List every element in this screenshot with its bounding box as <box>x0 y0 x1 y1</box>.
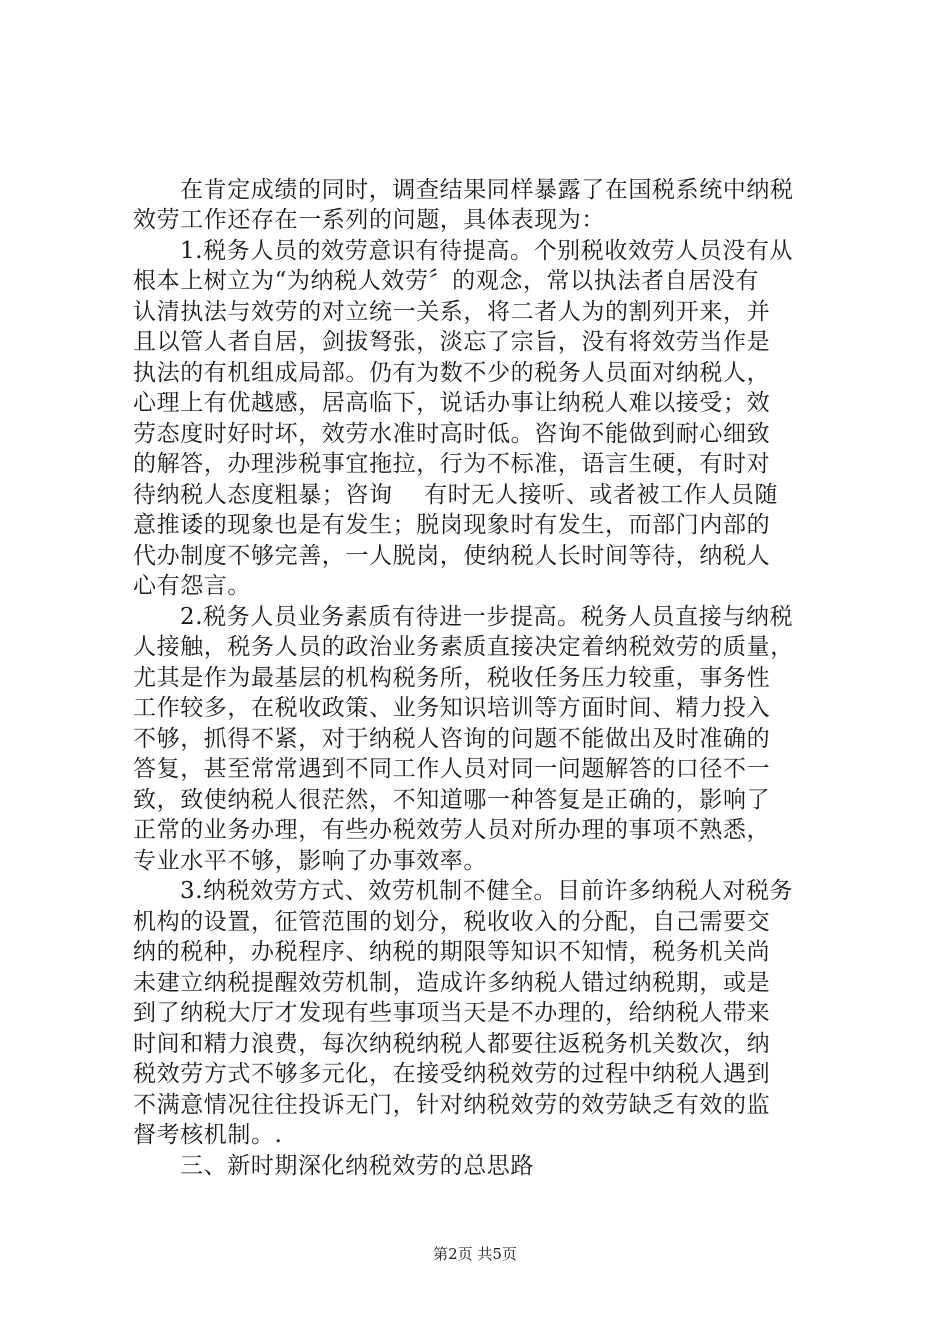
text-line: 心有怨言。 <box>133 573 251 599</box>
text-line: 时间和精力浪费，每次纳税纳税人都要往返税务机关数次，纳 <box>133 1031 771 1057</box>
text-line: 意推诿的现象也是有发生；脱岗现象时有发生，而部门内部的 <box>133 512 771 538</box>
text-line: 未建立纳税提醒效劳机制，造成许多纳税人错过纳税期，或是 <box>133 970 771 996</box>
text-line: 代办制度不够完善，一人脱岗，使纳税人长时间等待，纳税人 <box>133 543 771 569</box>
text-line: 到了纳税大厅才发现有些事项当天是不办理的，给纳税人带来 <box>133 1000 771 1026</box>
text-line: 专业水平不够，影响了办事效率。 <box>133 848 487 874</box>
text-line: 的解答，办理涉税事宜拖拉，行为不标准，语言生硬，有时对 <box>133 451 771 477</box>
section-heading: 三、新时期深化纳税效劳的总思路 <box>180 1153 534 1179</box>
text-line: 效劳工作还存在一系列的问题，具体表现为： <box>133 207 605 233</box>
text-line: 在肯定成绩的同时，调查结果同样暴露了在国税系统中纳税 <box>180 177 794 203</box>
text-line: 待纳税人态度粗暴；咨询 有时无人接听、或者被工作人员随 <box>133 482 779 508</box>
page-number-footer: 第2页 共5页 <box>433 1245 517 1263</box>
text-line: 尤其是作为最基层的机构税务所，税收任务压力较重，事务性 <box>133 665 771 691</box>
text-line: 根本上树立为“为纳税人效劳〞的观念，常以执法者自居没有 <box>133 268 759 294</box>
text-line: 心理上有优越感，居高临下，说话办事让纳税人难以接受；效 <box>133 390 771 416</box>
text-line: 督考核机制。. <box>133 1122 283 1148</box>
text-line: 不够，抓得不紧，对于纳税人咨询的问题不能做出及时准确的 <box>133 726 771 752</box>
text-line: 2.税务人员业务素质有待进一步提高。税务人员直接与纳税 <box>180 604 794 630</box>
text-line: 3.纳税效劳方式、效劳机制不健全。目前许多纳税人对税务 <box>180 878 794 904</box>
text-line: 1.税务人员的效劳意识有待提高。个别税收效劳人员没有从 <box>180 238 794 264</box>
text-line: 致，致使纳税人很茫然，不知道哪一种答复是正确的，影响了 <box>133 787 771 813</box>
text-line: 认清执法与效劳的对立统一关系，将二者人为的割列开来，并 <box>133 299 771 325</box>
text-line: 不满意情况往往投诉无门，针对纳税效劳的效劳缺乏有效的监 <box>133 1092 771 1118</box>
text-line: 执法的有机组成局部。仍有为数不少的税务人员面对纳税人， <box>133 360 771 386</box>
text-line: 人接触，税务人员的政治业务素质直接决定着纳税效劳的质量， <box>133 634 794 660</box>
text-line: 劳态度时好时坏，效劳水准时高时低。咨询不能做到耐心细致 <box>133 421 771 447</box>
text-line: 税效劳方式不够多元化，在接受纳税效劳的过程中纳税人遇到 <box>133 1061 771 1087</box>
text-line: 正常的业务办理，有些办税效劳人员对所办理的事项不熟悉， <box>133 817 771 843</box>
text-line: 工作较多，在税收政策、业务知识培训等方面时间、精力投入 <box>133 695 771 721</box>
text-line: 答复，甚至常常遇到不同工作人员对同一问题解答的口径不一 <box>133 756 771 782</box>
text-line: 机构的设置，征管范围的划分，税收收入的分配，自己需要交 <box>133 909 771 935</box>
text-line: 纳的税种，办税程序、纳税的期限等知识不知情，税务机关尚 <box>133 939 771 965</box>
text-line: 且以管人者自居，剑拔弩张，淡忘了宗旨，没有将效劳当作是 <box>133 329 771 355</box>
